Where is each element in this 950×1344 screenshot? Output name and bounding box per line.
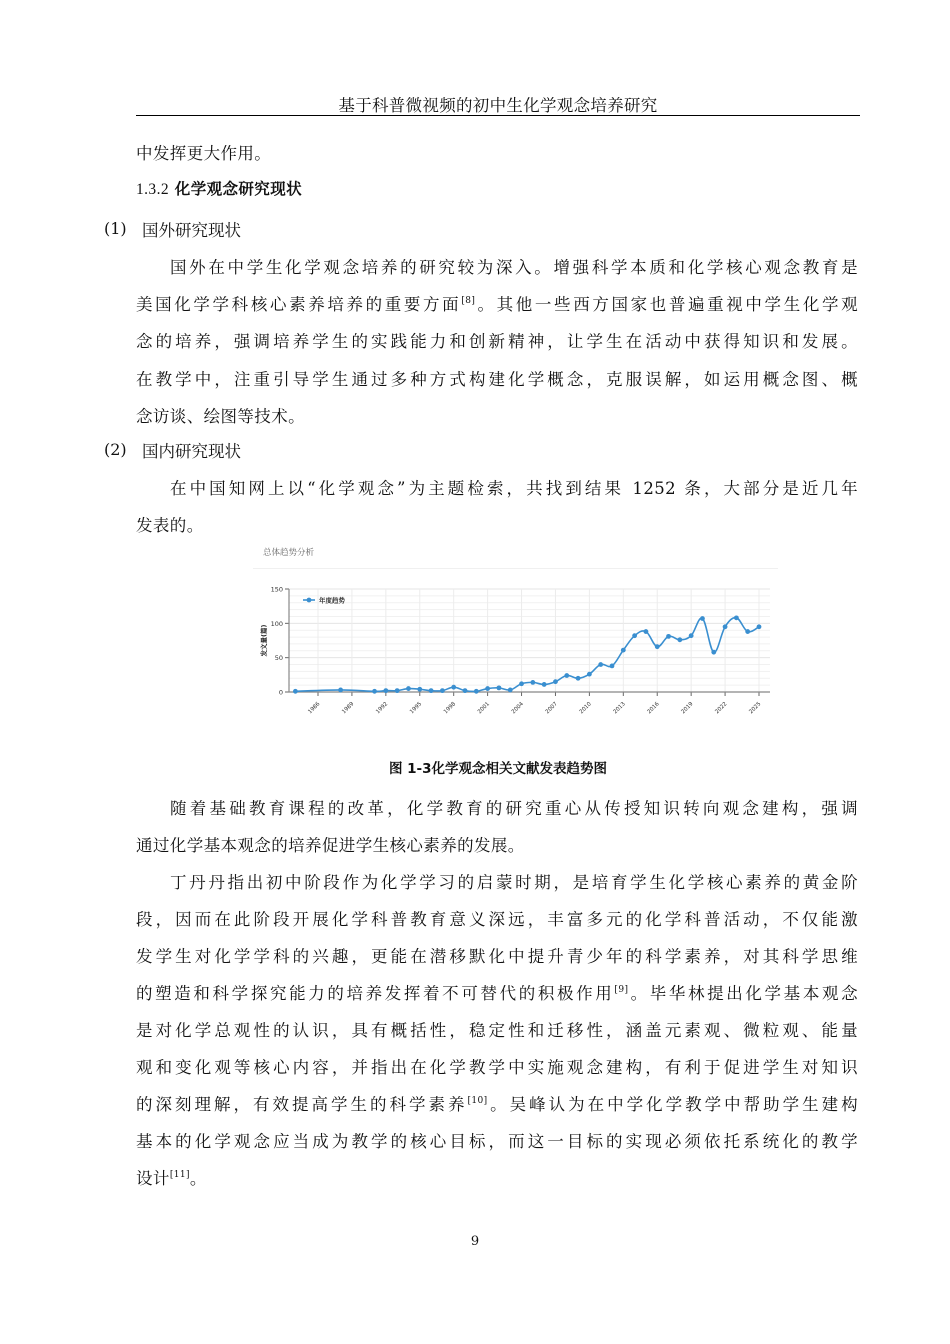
x-tick-label: 1995 [409, 701, 424, 716]
data-point[interactable] [293, 689, 298, 694]
data-point[interactable] [338, 688, 343, 693]
data-point[interactable] [734, 615, 739, 620]
x-tick-label: 2016 [646, 701, 661, 716]
section-title: 化学观念研究现状 [174, 180, 302, 198]
paragraph-line: 是对化学总观性的认识，具有概括性，稳定性和迁移性，涵盖元素观、微粒观、能量 [136, 1021, 858, 1040]
paragraph-line: 念的培养，强调培养学生的实践能力和创新精神，让学生在活动中获得知识和发展。 [136, 332, 858, 351]
subsection-label: 国内研究现状 [142, 442, 241, 461]
x-tick-label: 2022 [714, 701, 729, 716]
paragraph-line [136, 1165, 858, 1189]
text-span: 。其他一些西方国家也普遍重视中学生化学观 [475, 295, 859, 314]
trend-chart-panel [253, 540, 778, 725]
figure-caption: 图 1-3化学观念相关文献发表趋势图 [388, 761, 608, 777]
data-point[interactable] [383, 688, 388, 693]
citation: [11] [169, 1170, 190, 1180]
text-span: 设计 [136, 1169, 170, 1188]
data-point[interactable] [666, 634, 671, 639]
x-tick-label: 2001 [476, 701, 492, 716]
data-point[interactable] [576, 676, 581, 681]
paragraph-line: 在中国知网上以“化学观念”为主题检索，共找到结果 1252 条，大部分是近几年 [170, 479, 858, 498]
y-axis-label: 发文量(篇) [260, 624, 268, 657]
series-line [295, 618, 759, 692]
subsection-label: 国外研究现状 [142, 221, 241, 240]
x-tick-label: 2025 [748, 701, 763, 716]
citation: [9] [614, 985, 629, 995]
data-point[interactable] [689, 633, 694, 638]
paragraph-line [136, 1091, 858, 1115]
chart-header-rule [253, 568, 778, 569]
legend-label[interactable]: 年度趋势 [319, 596, 345, 605]
data-point[interactable] [463, 688, 468, 693]
data-point[interactable] [757, 624, 762, 629]
chart-panel-title: 总体趋势分析 [263, 548, 315, 558]
x-tick-label: 1992 [375, 701, 390, 716]
paragraph-line: 段，因而在此阶段开展化学科普教育意义深远，丰富多元的化学科普活动，不仅能激 [136, 910, 858, 929]
data-point[interactable] [485, 686, 490, 691]
paragraph-line: 基本的化学观念应当成为教学的核心目标，而这一目标的实现必须依托系统化的教学 [136, 1132, 858, 1151]
data-point[interactable] [497, 685, 502, 690]
data-point[interactable] [372, 689, 377, 694]
x-tick-label: 2010 [578, 701, 593, 716]
data-point[interactable] [598, 662, 603, 667]
data-point[interactable] [417, 687, 422, 692]
data-point[interactable] [610, 664, 615, 669]
data-point[interactable] [542, 682, 547, 687]
data-point[interactable] [440, 688, 445, 693]
data-point[interactable] [621, 648, 626, 653]
paragraph-line: 通过化学基本观念的培养促进学生核心素养的发展。 [136, 836, 525, 855]
paragraph-line: 念访谈、绘图等技术。 [136, 407, 305, 426]
text-span: 。 [189, 1169, 207, 1188]
x-tick-label: 1998 [442, 701, 458, 716]
section-number: 1.3.2 [136, 181, 169, 198]
list-item-number: (2) [104, 440, 127, 459]
y-tick-label: 150 [270, 585, 283, 594]
data-point[interactable] [700, 616, 705, 621]
data-point[interactable] [564, 673, 569, 678]
running-header: 基于科普微视频的初中生化学观念培养研究 [338, 96, 658, 115]
x-tick-label: 1986 [307, 701, 322, 716]
header-rule [136, 115, 860, 116]
legend-marker-icon [307, 598, 312, 603]
data-point[interactable] [745, 629, 750, 634]
x-tick-label: 2019 [680, 701, 695, 716]
data-point[interactable] [711, 650, 716, 655]
data-point[interactable] [474, 689, 479, 694]
data-point[interactable] [553, 679, 558, 684]
list-item-number: (1) [104, 219, 127, 238]
text-span: 的塑造和科学探究能力的培养发挥着不可替代的积极作用 [136, 984, 615, 1003]
page-number: 9 [470, 1234, 480, 1249]
data-point[interactable] [587, 672, 592, 677]
data-point[interactable] [677, 637, 682, 642]
citation: [10] [467, 1096, 488, 1106]
y-tick-label: 50 [274, 654, 283, 663]
x-tick-label: 2013 [612, 701, 627, 716]
paragraph-line: 随着基础教育课程的改革，化学教育的研究重心从传授知识转向观念建构，强调 [170, 799, 858, 818]
data-point[interactable] [451, 685, 456, 690]
data-point[interactable] [655, 644, 660, 649]
paragraph-line [136, 291, 858, 315]
data-point[interactable] [508, 688, 513, 693]
y-tick-label: 100 [270, 619, 283, 628]
paragraph-line: 发学生对化学学科的兴趣，更能在潜移默化中提升青少年的科学素养，对其科学思维 [136, 947, 858, 966]
data-point[interactable] [644, 629, 649, 634]
citation: [8] [461, 296, 476, 306]
paragraph-line [136, 980, 858, 1004]
data-point[interactable] [395, 688, 400, 693]
y-tick-label: 0 [278, 688, 283, 697]
text-span: 。吴峰认为在中学化学教学中帮助学生建构 [487, 1095, 858, 1114]
paragraph-line: 发表的。 [136, 516, 204, 535]
data-point[interactable] [723, 624, 728, 629]
text-span: 的深刻理解，有效提高学生的科学素养 [136, 1095, 468, 1114]
x-tick-label: 1989 [341, 701, 356, 716]
x-tick-label: 2004 [510, 701, 525, 716]
data-point[interactable] [429, 688, 434, 693]
data-point[interactable] [519, 681, 524, 686]
paragraph-line: 丁丹丹指出初中阶段作为化学学习的启蒙时期，是培育学生化学核心素养的黄金阶 [170, 873, 858, 892]
continuation-line: 中发挥更大作用。 [136, 144, 272, 163]
section-heading [136, 177, 302, 199]
data-point[interactable] [530, 680, 535, 685]
data-point[interactable] [406, 686, 411, 691]
x-tick-label: 2007 [544, 701, 559, 716]
paragraph-line: 国外在中学生化学观念培养的研究较为深入。增强科学本质和化学核心观念教育是 [170, 258, 858, 277]
text-span: 。毕华林提出化学基本观念 [628, 984, 858, 1003]
data-point[interactable] [632, 633, 637, 638]
text-span: 美国化学学科核心素养培养的重要方面 [136, 295, 462, 314]
paragraph-line: 观和变化观等核心内容，并指出在化学教学中实施观念建构，有利于促进学生对知识 [136, 1058, 858, 1077]
paragraph-line: 在教学中，注重引导学生通过多种方式构建化学概念，克服误解，如运用概念图、概 [136, 370, 858, 389]
